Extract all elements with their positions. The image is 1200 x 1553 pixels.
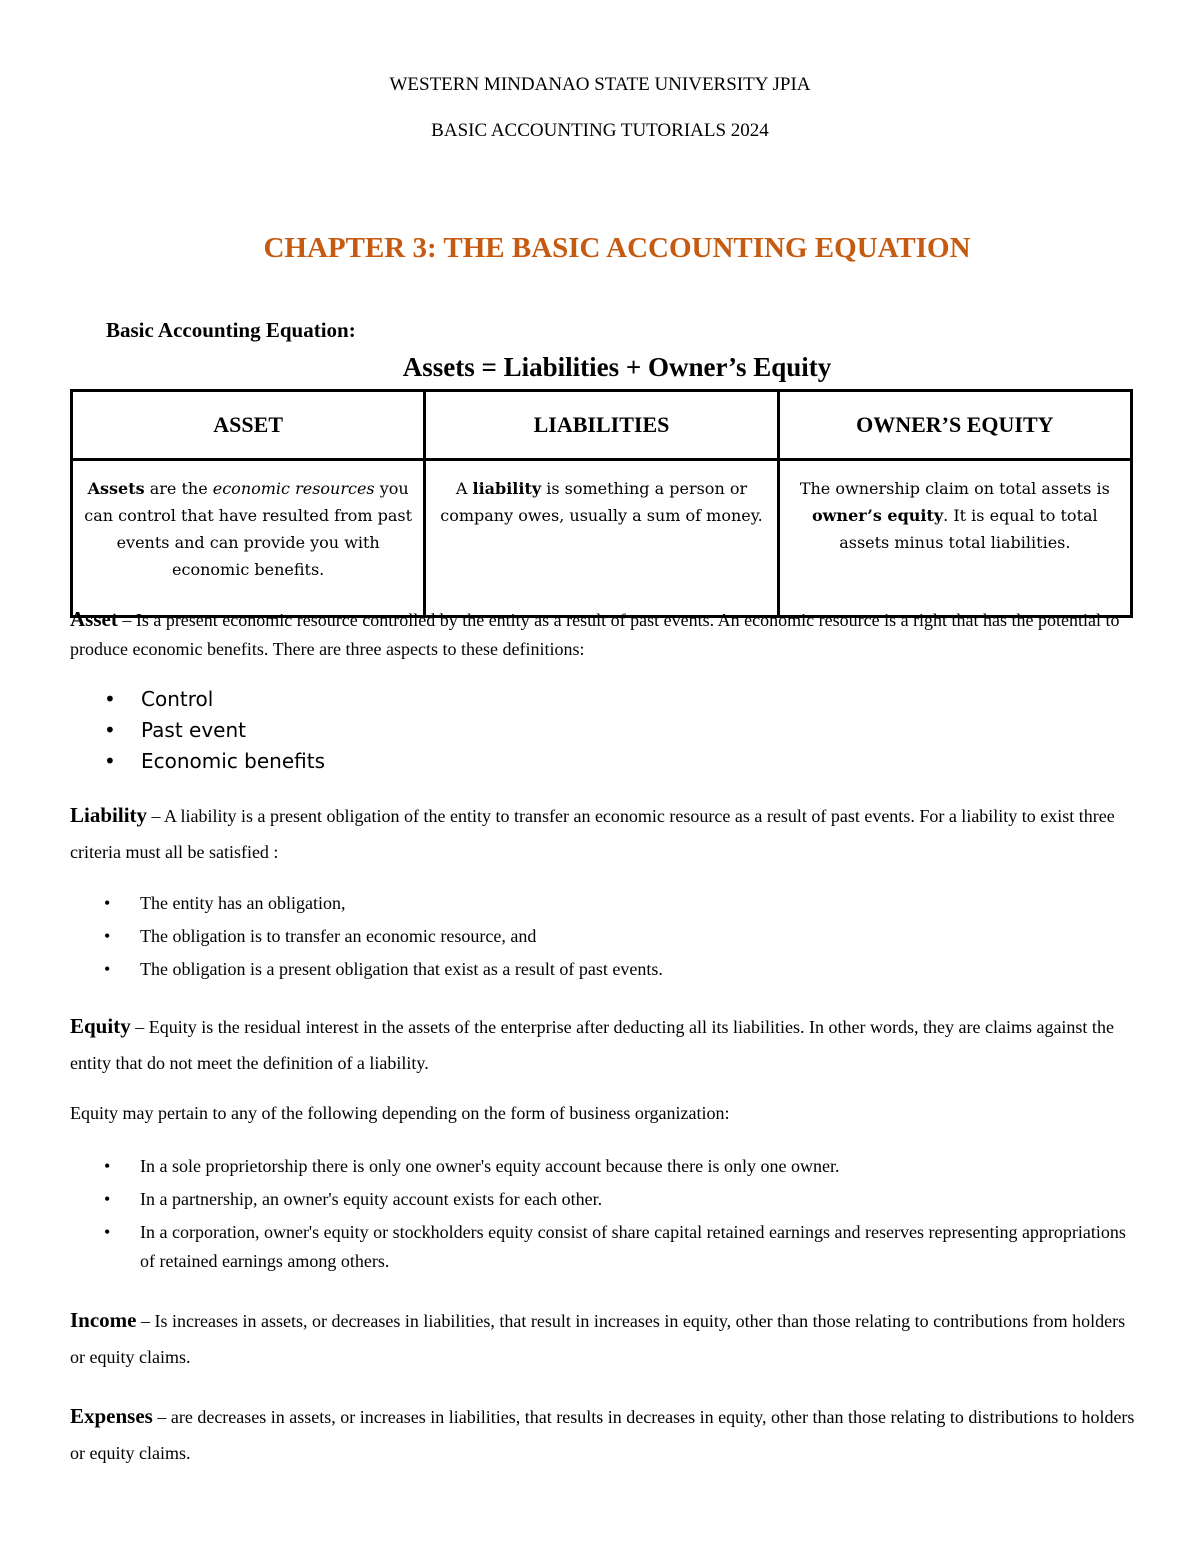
liabilities-definition xyxy=(425,460,778,617)
equity-forms-list xyxy=(104,1152,1134,1280)
asset-definition xyxy=(72,460,425,617)
income-term: Income xyxy=(70,1308,137,1332)
liab-def-text2: is something a person or company owes, usually a sum of money. xyxy=(440,479,763,525)
expenses-text: – are decreases in assets, or increases in liabilities, that results in decreases in equity, other than those relating to distributions to holders or equity claims. xyxy=(70,1407,1135,1463)
liability-term: Liability xyxy=(70,803,148,827)
asset-text: – Is a present economic resource controlled by the entity as a result of past events. An economic resource is a right that has the potential to produce economic benefits. There are three aspects to these definitions: xyxy=(70,610,1120,659)
expenses-paragraph xyxy=(70,1398,1135,1471)
liability-paragraph xyxy=(70,797,1135,870)
list-item: • The obligation is to transfer an economic resource, and xyxy=(104,920,663,953)
liability-text: – A liability is a present obligation of the entity to transfer an economic resource as a result of past events. For a liability to exist three criteria must all be satisfied : xyxy=(70,806,1115,862)
asset-term: Asset xyxy=(70,607,118,631)
asset-def-text1: are the xyxy=(144,479,213,498)
income-text: – Is increases in assets, or decreases in liabilities, that result in increases in equity, other than those relating to contributions from holders or equity claims. xyxy=(70,1311,1126,1367)
equity-text: – Equity is the residual interest in the assets of the enterprise after deducting all its liabilities. In other words, they are claims against the entity that do not meet the definition of a liability. xyxy=(70,1017,1114,1073)
list-item: • Past event xyxy=(104,715,325,746)
table-header-row xyxy=(72,391,1132,460)
liabilities-header: LIABILITIES xyxy=(425,391,778,460)
asset-def-text2: you can control that have resulted from past events and can provide you with economic benefits. xyxy=(84,479,413,579)
asset-paragraph xyxy=(70,605,1135,664)
equation-label: Basic Accounting Equation: xyxy=(106,318,356,342)
list-item: • The obligation is a present obligation that exist as a result of past events. xyxy=(104,953,663,986)
equity-paragraph xyxy=(70,1008,1135,1081)
asset-header: ASSET xyxy=(72,391,425,460)
expenses-term: Expenses xyxy=(70,1404,153,1428)
university-header: WESTERN MINDANAO STATE UNIVERSITY JPIA xyxy=(389,74,811,95)
liability-criteria-list xyxy=(104,887,663,986)
list-item: • Economic benefits xyxy=(104,746,325,777)
accounting-equation: Assets = Liabilities + Owner’s Equity xyxy=(402,352,832,382)
chapter-title: CHAPTER 3: THE BASIC ACCOUNTING EQUATION xyxy=(263,232,971,264)
equity-intro: Equity may pertain to any of the following depending on the form of business organization: xyxy=(70,1103,730,1123)
asset-def-italic: economic resources xyxy=(212,479,375,498)
asset-aspects-list xyxy=(104,684,325,777)
equity-term: Equity xyxy=(70,1014,131,1038)
equity-def-bold: owner’s equity xyxy=(811,506,944,525)
income-paragraph xyxy=(70,1302,1135,1375)
liab-def-bold: liability xyxy=(472,479,542,498)
asset-def-bold: Assets xyxy=(87,479,145,498)
equity-definition xyxy=(778,460,1131,617)
owners-equity-header: OWNER’S EQUITY xyxy=(778,391,1131,460)
list-item: • In a corporation, owner's equity or stockholders equity consist of share capital retained earnings and reserves representing appropriations of retained earnings among others. xyxy=(104,1218,1134,1276)
list-item: • The entity has an obligation, xyxy=(104,887,663,920)
equity-def-text1: The ownership claim on total assets is xyxy=(799,479,1110,498)
tutorial-header: BASIC ACCOUNTING TUTORIALS 2024 xyxy=(431,120,769,141)
table-definition-row xyxy=(72,460,1132,617)
equity-def-text2: . It is equal to total assets minus total liabilities. xyxy=(839,506,1098,552)
list-item: • Control xyxy=(104,684,325,715)
list-item: • In a sole proprietorship there is only one owner's equity account because there is only one owner. xyxy=(104,1152,1134,1181)
liab-def-text1: A xyxy=(455,479,473,498)
list-item: • In a partnership, an owner's equity account exists for each other. xyxy=(104,1185,1134,1214)
definitions-table xyxy=(70,389,1133,618)
